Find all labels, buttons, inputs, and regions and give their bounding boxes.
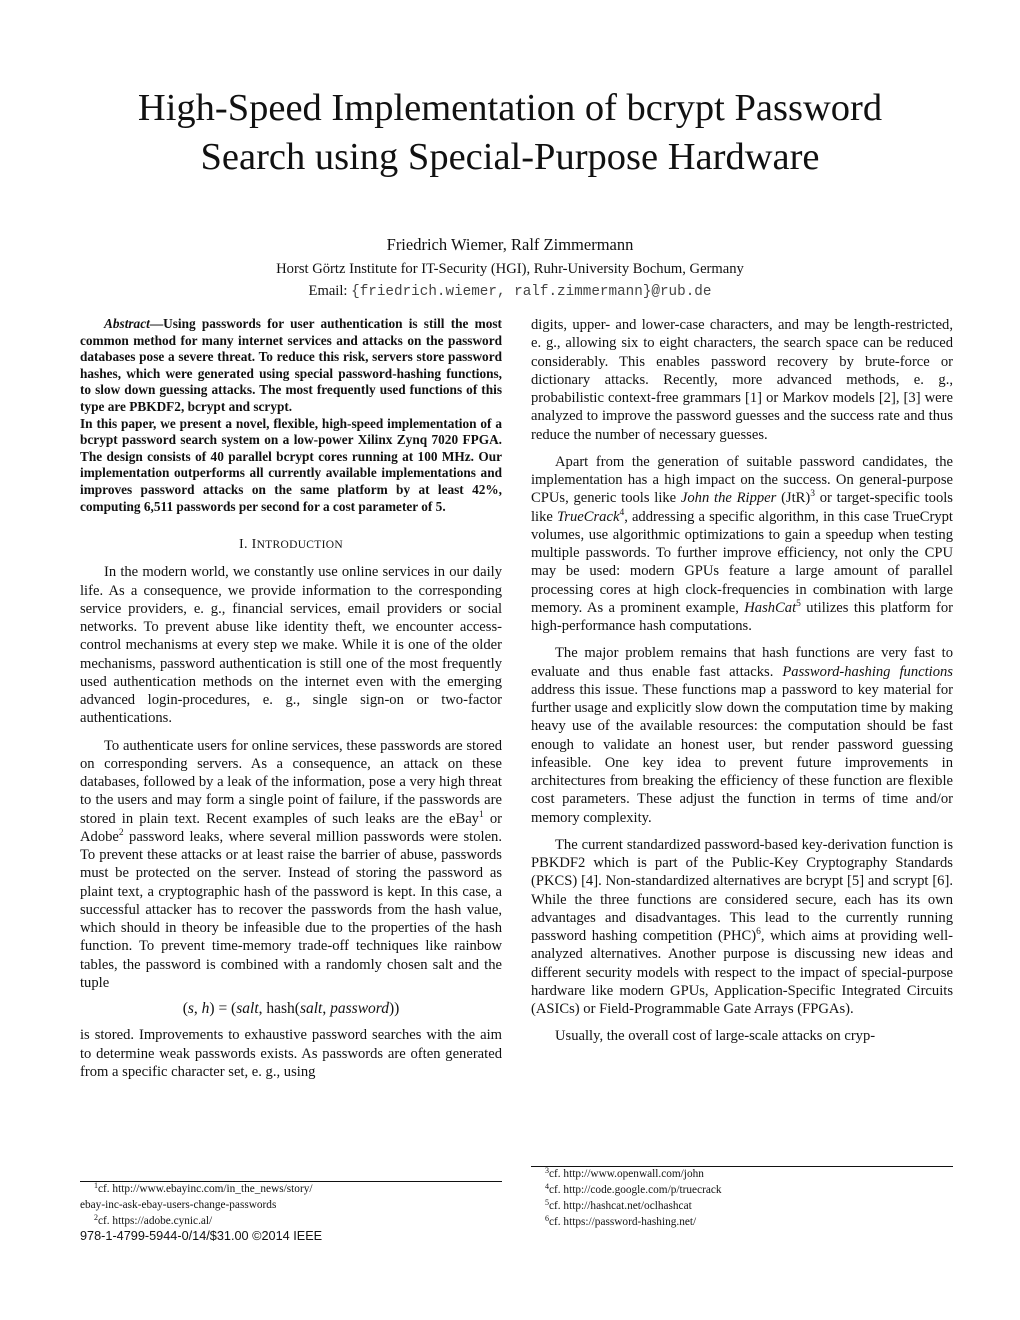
footnote-1-continued[interactable]: ebay-inc-ask-ebay-users-change-passwords — [80, 1199, 277, 1211]
text-run: The current standardized password-based key-derivation function is PBKDF2 which is part of the Public-Key Cryptography Standards (PKCS) [4]. Non-standardized alternatives are bcrypt [5] and scrypt [6]. While the three functions are considered secure, each has its own advantages and disadvantages. This lead to the currently running password hashing competition (PHC) — [531, 836, 953, 944]
abstract-paragraph — [80, 316, 502, 416]
abstract — [80, 316, 502, 515]
footnote-marker: 2 — [118, 827, 124, 838]
footnote-link[interactable]: cf. http://hashcat.net/oclhashcat — [549, 1200, 692, 1212]
footnote-link[interactable]: cf. https://password-hashing.net/ — [549, 1216, 697, 1228]
affiliation: Horst Görtz Institute for IT-Security (HGI), Ruhr-University Bochum, Germany — [276, 261, 744, 277]
copyright-notice: 978-1-4799-5944-0/14/$31.00 ©2014 IEEE — [80, 1229, 323, 1243]
text-run: Abstract — [104, 316, 150, 331]
text-run: h — [201, 1000, 210, 1018]
footnote-link[interactable]: cf. http://code.google.com/p/truecrack — [549, 1184, 722, 1196]
text-run: or target-specific tools like — [531, 490, 953, 525]
right-column — [531, 316, 953, 1046]
footnote-marker: 4 — [619, 507, 625, 518]
text-run: Apart from the generation of suitable password candidates, the implementation has a high impact on the success. On general-purpose CPUs, generic tools like — [531, 453, 953, 507]
footnote-1 — [80, 1182, 502, 1197]
text-run: , which aims at providing well-analyzed alternatives. Another purpose is discussing new ideas and different security models with respect to the impact of special-purpose hardware like modern GPUs, Application-Specific Integrated Circuits (ASICs) or Field-Programmable Gate Arrays (FPGAs). — [531, 928, 954, 1017]
text-run: digits, upper- and lower-case characters, and may be length-restricted, e. g., allowing six to eight characters, the search space can be reduced considerably. This enables password recovery by brute-force or dictionary attacks. Recently, more advanced methods, e. g., probabilistic context-free grammars [1] or Markov models [2], [3] were analyzed to improve the password guesses and the success rate and thus reduce the number of necessary guesses. — [531, 317, 953, 443]
footnote-number: 4 — [545, 1182, 549, 1191]
text-run: address this issue. These functions map a password to key material for further usage and explicitly slow down the computation time by making heavy use of the available resources: the computation should be fast enough to validate an honest user, but render password guessing infeasible. One key idea to prevent future improvements in architectures from breaking the efficiency of these function are flexible cost parameters. These adjust the function in terms of time and/or memory complexity. — [531, 681, 953, 826]
text-run: salt — [299, 1000, 323, 1018]
text-run: , hash( — [258, 1000, 300, 1018]
equation — [80, 1000, 502, 1018]
text-run: s — [187, 1000, 194, 1018]
section-number: I. — [239, 537, 252, 553]
text-run: —Using passwords for user authentication is still the most common method for many internet services and attacks on the password databases pose a severe threat. To reduce this risk, servers store password hashes, which were generated using special password-hashing functions, to slow down guessing attacks. The most frequently used functions of this type are PBKDF2, bcrypt and scrypt. — [80, 316, 502, 414]
email-label: Email: — [308, 283, 352, 299]
text-run: , — [322, 1000, 331, 1018]
text-run: Usually, the overall cost of large-scale attacks on cryp- — [555, 1028, 876, 1045]
footnote-4 — [531, 1183, 953, 1198]
email-line — [0, 281, 1020, 302]
footnote-6 — [531, 1215, 953, 1230]
text-run: HashCat — [744, 599, 797, 616]
body-paragraph — [531, 644, 953, 827]
section-heading-introduction — [80, 536, 502, 554]
footnote-number: 3 — [545, 1166, 549, 1175]
footnote-link[interactable]: cf. https://adobe.cynic.al/ — [98, 1215, 213, 1227]
left-footnotes — [80, 1171, 502, 1243]
text-run: password leaks, where several million passwords were stolen. To prevent these attacks or at least raise the barrier of abuse, passwords must be protected on the server. Instead of storing the password as plaint text, a cryptographic hash of the password is kept. In this case, a successful attacker has to recover the passwords from the hash value, which should in theory be infeasible due to the properties of the hash function. To prevent time-memory trade-off techniques like rainbow tables, the password is combined with a randomly chosen salt and the tuple — [80, 828, 502, 991]
footnote-5 — [531, 1199, 953, 1214]
text-run: In the modern world, we constantly use online services in our daily life. As a consequence, we provide information to the corresponding service providers, e. g., financial services, email providers or social networks. To prevent abuse like identity theft, we encounter access-control mechanisms at every step we make. While it is one of the older mechanisms, password authentication is still one of the most frequently used authentication methods on the internet even with the emerging advanced login-procedures, e. g., single sign-on or two-factor authentications. — [80, 564, 502, 727]
text-run: ( — [182, 1000, 188, 1018]
section-title-rest: NTRODUCTION — [256, 539, 343, 552]
text-run: TrueCrack — [557, 508, 620, 525]
title-line-2: Search using Special-Purpose Hardware — [200, 136, 820, 178]
footnote-2 — [80, 1214, 502, 1229]
section-title-initial: I — [251, 537, 257, 553]
text-run: To authenticate users for online services, these passwords are stored on corresponding servers. As a consequence, an attack on these databases, followed by a leak of the information, pose a very high threat to the users and may form a single point of failure, if the passwords are stored in plain text. Recent examples of such leaks are the eBay — [80, 737, 502, 827]
body-paragraph — [531, 453, 953, 636]
text-run: salt — [236, 1000, 259, 1018]
footnote-marker: 6 — [756, 927, 761, 937]
left-column — [80, 316, 502, 1081]
footnote-marker: 3 — [810, 489, 816, 500]
email-address[interactable]: {friedrich.wiemer, ralf.zimmermann}@rub.de — [351, 284, 712, 300]
text-run: or Adobe — [80, 810, 502, 845]
text-run: The major problem remains that hash functions are very fast to evaluate and thus enable fast attacks. — [531, 645, 953, 680]
paper-title — [0, 84, 1020, 182]
text-run: )) — [388, 1000, 400, 1018]
text-run: password — [330, 1000, 389, 1018]
text-run: John the Ripper — [680, 490, 777, 507]
text-run: ) = ( — [209, 1000, 237, 1018]
footnote-number: 6 — [545, 1214, 549, 1223]
body-paragraph — [80, 563, 502, 727]
authors: Friedrich Wiemer, Ralf Zimmermann — [386, 235, 634, 254]
footnote-marker: 1 — [478, 809, 484, 820]
body-paragraph — [80, 1026, 502, 1081]
body-paragraph — [531, 316, 953, 444]
footnote-number: 5 — [545, 1198, 549, 1207]
footnote-link[interactable]: cf. http://www.ebayinc.com/in_the_news/story/ — [98, 1183, 313, 1195]
footnote-number: 2 — [94, 1213, 98, 1222]
title-line-1: High-Speed Implementation of bcrypt Password — [137, 87, 883, 129]
text-run: , — [193, 1000, 202, 1018]
abstract-paragraph — [80, 416, 502, 516]
body-paragraph — [80, 737, 502, 993]
footnote-link[interactable]: cf. http://www.openwall.com/john — [549, 1168, 704, 1180]
footnote-number: 1 — [94, 1181, 98, 1190]
text-run: (JtR) — [776, 490, 811, 507]
right-footnotes — [531, 1156, 953, 1230]
text-run: utilizes this platform for high-performance hash computations. — [531, 599, 953, 634]
text-run: , addressing a specific algorithm, in this case TrueCrypt volumes, use algorithmic optimizations to gain a speedup when testing multiple passwords. To further improve efficiency, not only the CPU may be used: modern GPUs feature a large amount of parallel processing cores at high clock-frequencies in combination with large memory. As a prominent example, — [531, 508, 953, 616]
text-run: is stored. Improvements to exhaustive password searches with the aim to determine weak passwords exists. As passwords are often generated from a specific character set, e. g., using — [80, 1027, 502, 1080]
body-paragraph — [531, 836, 953, 1019]
text-run: Password-hashing functions — [782, 663, 953, 680]
footnote-3 — [531, 1167, 953, 1182]
body-paragraph — [531, 1027, 953, 1045]
text-run: In this paper, we present a novel, flexible, high-speed implementation of a bcrypt password search system on a low-power Xilinx Zynq 7020 FPGA. The design consists of 40 parallel bcrypt cores running at 100 MHz. Our implementation outperforms all currently available implementations and improves password attacks on the same platform by at least 42%, computing 6,511 passwords per second for a cost parameter of 5. — [80, 415, 502, 514]
footnote-marker: 5 — [796, 598, 801, 609]
